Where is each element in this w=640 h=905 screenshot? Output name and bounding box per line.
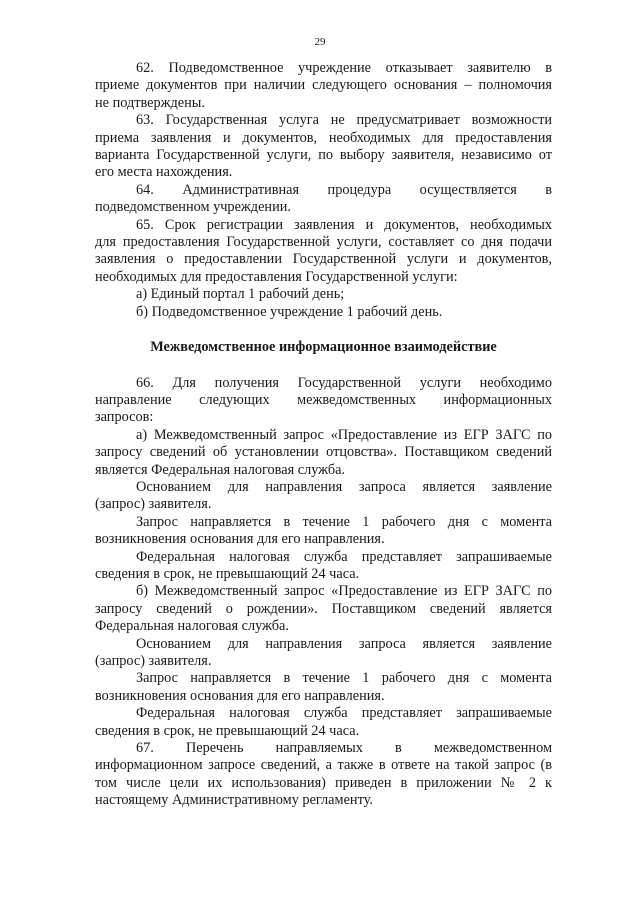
text-line: приеме документов при наличии следующего основания – полномочия: [95, 77, 552, 94]
text-line: направление следующих межведомственных информационных: [95, 391, 552, 408]
section-procedures: [95, 60, 552, 321]
document-body: [95, 60, 552, 810]
page-number: 29: [314, 36, 326, 48]
paragraph: [95, 304, 552, 321]
paragraph: [95, 549, 552, 584]
text-line: варианта Государственной услуги, по выбору заявителя, независимо от: [95, 147, 552, 164]
text-line: сведения в срок, не превышающий 24 часа.: [95, 722, 360, 739]
paragraph: [95, 427, 552, 479]
text-line: не подтверждены.: [95, 94, 205, 111]
text-line: 63. Государственная услуга не предусматривает возможности: [136, 112, 552, 129]
text-line: Федеральная налоговая служба.: [95, 618, 289, 635]
text-line: является Федеральная налоговая служба.: [95, 461, 346, 478]
text-line: а) Единый портал 1 рабочий день;: [136, 286, 345, 303]
text-line: сведения в срок, не превышающий 24 часа.: [95, 565, 360, 582]
paragraph: [95, 705, 552, 740]
paragraph: [95, 217, 552, 287]
text-line: возникновения основания для его направления.: [95, 531, 385, 548]
text-line: Федеральная налоговая служба представляет запрашиваемые: [136, 705, 552, 722]
text-line: 62. Подведомственное учреждение отказывает заявителю в: [136, 60, 552, 76]
text-line: (запрос) заявителя.: [95, 496, 212, 513]
text-line: возникновения основания для его направления.: [95, 687, 385, 704]
paragraph: [95, 286, 552, 303]
text-line: подведомственном учреждении.: [95, 199, 291, 216]
paragraph: [95, 112, 552, 182]
text-line: 64. Административная процедура осуществляется в: [136, 181, 552, 198]
text-line: настоящему Административному регламенту.: [95, 792, 373, 809]
text-line: 65. Срок регистрации заявления и документов, необходимых: [136, 216, 552, 233]
paragraph: [95, 182, 552, 217]
paragraph: [95, 740, 552, 810]
text-line: информационном запросе сведений, а также в ответе на такой запрос (в: [95, 757, 552, 774]
text-line: Запрос направляется в течение 1 рабочего дня с момента: [136, 670, 552, 687]
text-line: приема заявления и документов, необходимых для предоставления: [95, 129, 552, 146]
text-line: а) Межведомственный запрос «Предоставление из ЕГР ЗАГС по: [136, 426, 552, 443]
text-line: для предоставления Государственной услуги, составляет со дня подачи: [95, 234, 552, 251]
text-line: 67. Перечень направляемых в межведомственном: [136, 740, 552, 757]
section-heading: Межведомственное информационное взаимодействие: [150, 339, 497, 356]
paragraph: [95, 583, 552, 635]
text-line: Запрос направляется в течение 1 рабочего дня с момента: [136, 513, 552, 530]
paragraph: [95, 60, 552, 112]
text-line: Основанием для направления запроса является заявление: [136, 478, 552, 495]
text-line: заявления о предоставлении Государственной услуги и документов,: [95, 251, 552, 268]
text-line: его места нахождения.: [95, 164, 233, 181]
paragraph: [95, 636, 552, 671]
paragraph: [95, 479, 552, 514]
text-line: том числе цели их использования) приведен в приложении № 2 к: [95, 774, 552, 791]
text-line: (запрос) заявителя.: [95, 653, 212, 669]
text-line: запросов:: [95, 409, 154, 426]
text-line: запросу сведений об установлении отцовства». Поставщиком сведений: [95, 444, 552, 461]
text-line: Федеральная налоговая служба представляет запрашиваемые: [136, 548, 552, 565]
paragraph: [95, 670, 552, 705]
paragraph: [95, 375, 552, 427]
text-line: Основанием для направления запроса является заявление: [136, 635, 552, 652]
section-interagency: [95, 375, 552, 810]
paragraph: [95, 514, 552, 549]
text-line: 66. Для получения Государственной услуги необходимо: [136, 374, 552, 391]
text-line: б) Межведомственный запрос «Предоставление из ЕГР ЗАГС по: [136, 583, 552, 600]
text-line: запросу сведений о рождении». Поставщиком сведений является: [95, 600, 552, 617]
text-line: б) Подведомственное учреждение 1 рабочий день.: [136, 303, 443, 320]
text-line: необходимых для предоставления Государственной услуги:: [95, 268, 458, 285]
